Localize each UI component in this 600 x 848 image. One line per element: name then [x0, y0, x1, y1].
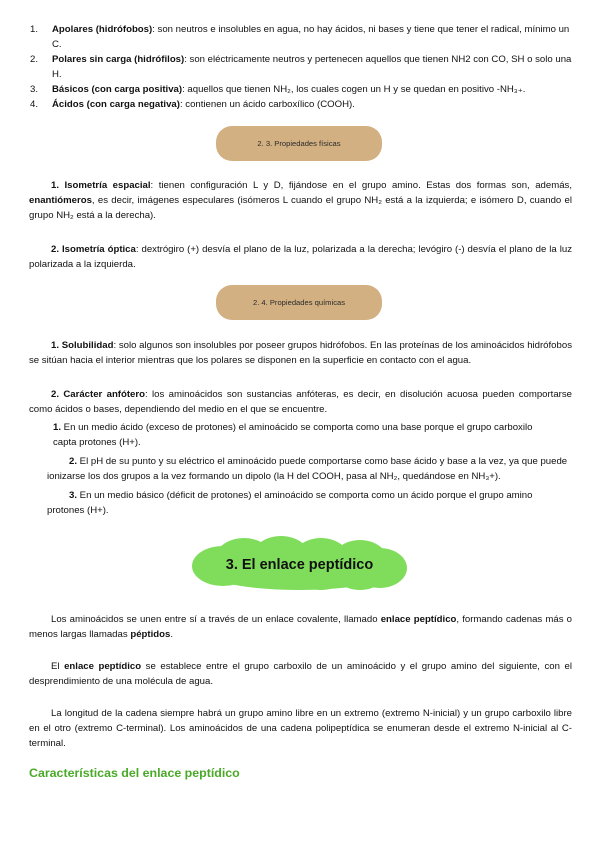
list-item: 3. Básicos (con carga positiva): aquellos que tienen NH₂, los cuales cogen un H y se quedan en positivo -NH₃₊. [30, 84, 526, 95]
list-item-term: Polares sin carga (hidrófilos) [52, 54, 185, 65]
paragraph-amphoteric: 2. Carácter anfótero: los aminoácidos son sustancias anfóteras, es decir, en disolución acuosa pueden comportarse como ácidos o bases, dependiendo del medio en el que se encuentre. [29, 389, 573, 415]
list-item-term: Básicos (con carga positiva) [52, 84, 183, 95]
section-title-text: 3. El enlace peptídico [225, 556, 374, 573]
amino-acid-classification-list [30, 22, 575, 112]
subheading-peptide-bond-features: Características del enlace peptídico [29, 766, 240, 780]
list-item: 4. Ácidos (con carga negativa): contienen un ácido carboxílico (COOH). [30, 99, 355, 110]
paragraph-chain-length: La longitud de la cadena siempre habrá un grupo amino libre en un extremo (extremo N-inicial) y un grupo carboxilo libre en el otro (extremo C-terminal). Los aminoácidos de una cadena polipeptídica se enumeran desde el extremo N-inicial al C-terminal. [29, 708, 572, 749]
sub-item-acid-medium: 1. En un medio ácido (exceso de protones) el aminoácido se comporta como una base porque el grupo carboxilo capta protones (H+). [53, 422, 533, 448]
list-item-text: : contienen un ácido carboxílico (COOH). [179, 99, 355, 110]
sub-item-isoelectric: 2. El pH de su punto y su eléctrico el aminoácido puede comportarse como base ácido y base a la vez, ya que puede ionizarse los dos grupos a la vez formando un dipolo (la H del COOH, pasa al NH₂, quedándose en NH₃+). [47, 456, 568, 482]
paragraph-peptide-formation: El enlace peptídico se establece entre el grupo carboxilo de un aminoácido y el grupo amino del siguiente, con el desprendimiento de una molécula de agua. [29, 661, 572, 687]
section-heading-chemical-properties: 2. 4. Propiedades químicas [216, 285, 382, 320]
list-item-term: Apolares (hidrófobos) [52, 24, 153, 35]
list-item-text: : son eléctricamente neutros y pertenecen aquellos que tienen NH2 con CO, SH o solo una H. [52, 54, 572, 80]
paragraph-optical-isomerism: 2. Isometría óptica: dextrógiro (+) desvía el plano de la luz, polarizada a la derecha; levógiro (-) desvía el plano de la luz polarizada a la izquierda. [29, 244, 572, 270]
list-item-text: : son neutros e insolubles en agua, no hay ácidos, ni bases y tiene que tener el radical, mínimo un C. [52, 24, 570, 50]
sub-item-basic-medium: 3. En un medio básico (déficit de protones) el aminoácido se comporta como un ácido porque el grupo amino protones (H+). [47, 490, 533, 516]
paragraph-spatial-isomerism: 1. Isometría espacial: tienen configuración L y D, fijándose en el grupo amino. Estas dos formas son, además, enantiómeros, es decir, imágenes especulares (isómeros L cuando el grupo NH₂ está a la izquierda; e isómero D, cuando el grupo NH₂ está a la derecha). [29, 180, 572, 221]
paragraph-solubility: 1. Solubilidad: solo algunos son insolubles por poseer grupos hidrófobos. En las proteínas de los aminoácidos hidrófobos se sitúan hacia el interior mientras que los polares se disponen en la superficie en contacto con el agua. [29, 340, 572, 366]
paragraph-peptide-intro: Los aminoácidos se unen entre sí a través de un enlace covalente, llamado enlace peptídico, formando cadenas más o menos largas llamadas péptidos. [29, 614, 573, 640]
list-item: 1. Apolares (hidrófobos): son neutros e insolubles en agua, no hay ácidos, ni bases y tiene que tener el radical, mínimo un C. [30, 24, 570, 50]
list-item: 2. Polares sin carga (hidrófilos): son eléctricamente neutros y pertenecen aquellos que tienen NH2 con CO, SH o solo una H. [30, 54, 572, 80]
section-title-peptide-bond [192, 538, 407, 592]
list-item-text: : aquellos que tienen NH₂, los cuales cogen un H y se quedan en positivo -NH₃₊. [182, 84, 526, 95]
list-item-term: Ácidos (con carga negativa) [52, 99, 180, 110]
section-heading-physical-properties: 2. 3. Propiedades físicas [216, 126, 382, 161]
